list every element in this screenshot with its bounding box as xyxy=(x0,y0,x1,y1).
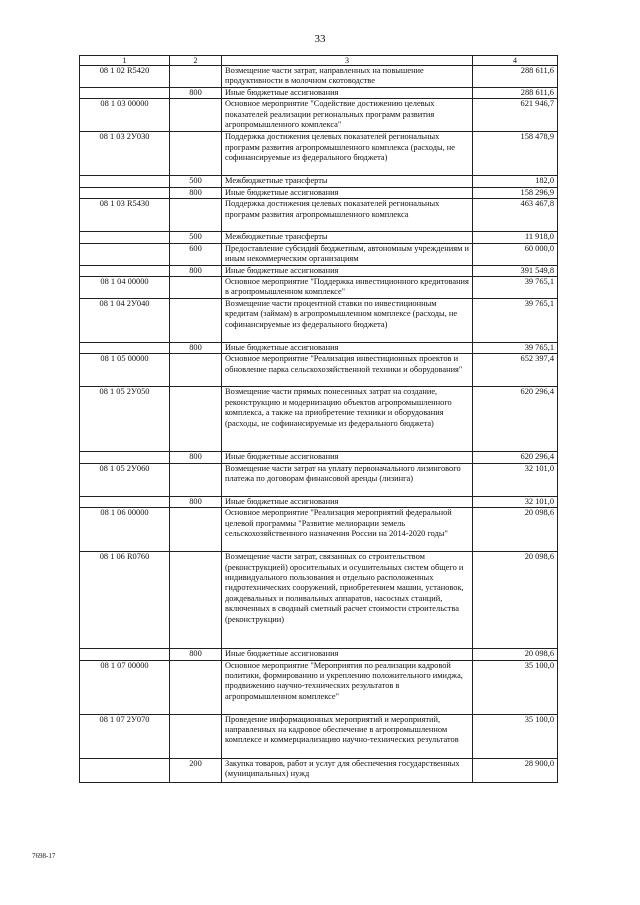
table-row xyxy=(80,496,558,507)
table-row xyxy=(80,99,558,132)
row-description: Межбюджетные трансферты xyxy=(222,176,473,187)
table-row xyxy=(80,343,558,354)
expense-type-code: 800 xyxy=(170,187,222,198)
row-description: Основное мероприятие "Содействие достижению целевых показателей реализации региональных программ развития агропромышленного комплекса" xyxy=(222,99,473,132)
row-description: Возмещение части затрат на уплату первоначального лизингового платежа по договорам финансовой аренды (лизинга) xyxy=(222,463,473,496)
budget-code: 08 1 05 2У050 xyxy=(80,387,170,452)
row-description: Основное мероприятие "Поддержка инвестиционного кредитования в агропромышленном комплексе" xyxy=(222,277,473,299)
row-description: Возмещение части затрат, связанных со строительством (реконструкцией) оросительных и осушительных систем общего и индивидуального пользования и отдельно расположенных гидротехнических сооружений, приобретением машин, установок, дождевальных и поливальных аппаратов, насосных станций, включенных в сводный сметный расчет стоимости строительства (реконструкции) xyxy=(222,552,473,649)
expense-type-code xyxy=(170,387,222,452)
table-row xyxy=(80,452,558,463)
table-row xyxy=(80,387,558,452)
expense-type-code: 200 xyxy=(170,758,222,782)
row-amount: 652 397,4 xyxy=(473,354,558,387)
table-row xyxy=(80,199,558,232)
table-row xyxy=(80,132,558,176)
row-amount: 20 098,6 xyxy=(473,508,558,552)
table-row xyxy=(80,552,558,649)
row-amount: 288 611,6 xyxy=(473,88,558,99)
budget-code: 08 1 05 00000 xyxy=(80,354,170,387)
row-amount: 39 765,1 xyxy=(473,343,558,354)
row-description: Закупка товаров, работ и услуг для обеспечения государственных (муниципальных) нужд xyxy=(222,758,473,782)
budget-code xyxy=(80,343,170,354)
budget-code: 08 1 03 2У030 xyxy=(80,132,170,176)
expense-type-code xyxy=(170,132,222,176)
table-row xyxy=(80,187,558,198)
table-row xyxy=(80,714,558,758)
budget-code: 08 1 03 R5430 xyxy=(80,199,170,232)
row-amount: 35 100,0 xyxy=(473,660,558,714)
table-row xyxy=(80,243,558,265)
expense-type-code xyxy=(170,199,222,232)
expense-type-code: 800 xyxy=(170,649,222,660)
expense-type-code: 500 xyxy=(170,176,222,187)
row-description: Проведение информационных мероприятий и мероприятий, направленных на кадровое обеспечение в агропромышленном комплексе и коммерциализацию научно-технических результатов xyxy=(222,714,473,758)
budget-code xyxy=(80,452,170,463)
budget-code: 08 1 04 00000 xyxy=(80,277,170,299)
expense-type-code xyxy=(170,99,222,132)
budget-code xyxy=(80,496,170,507)
expense-type-code xyxy=(170,660,222,714)
row-amount: 158 478,9 xyxy=(473,132,558,176)
table-row xyxy=(80,660,558,714)
row-amount: 182,0 xyxy=(473,176,558,187)
row-description: Основное мероприятие "Реализация инвестиционных проектов и обновление парка сельскохозяйственной техники и оборудования" xyxy=(222,354,473,387)
row-amount: 28 900,0 xyxy=(473,758,558,782)
table-row xyxy=(80,463,558,496)
budget-code: 08 1 06 00000 xyxy=(80,508,170,552)
expense-type-code xyxy=(170,354,222,387)
budget-code xyxy=(80,232,170,243)
expense-type-code xyxy=(170,552,222,649)
row-amount: 20 098,6 xyxy=(473,552,558,649)
row-description: Основное мероприятие "Мероприятия по реализации кадровой политики, формированию и укреплению положительного имиджа, продвижению научно-технических результатов в агропромышленном комплексе" xyxy=(222,660,473,714)
budget-code: 08 1 03 00000 xyxy=(80,99,170,132)
expense-type-code xyxy=(170,299,222,343)
column-header-4: 4 xyxy=(473,56,558,66)
row-amount: 621 946,7 xyxy=(473,99,558,132)
expense-type-code: 800 xyxy=(170,265,222,276)
page-number: 33 xyxy=(314,33,326,45)
row-amount: 32 101,0 xyxy=(473,463,558,496)
table-row xyxy=(80,66,558,88)
row-description: Иные бюджетные ассигнования xyxy=(222,649,473,660)
row-amount: 158 296,9 xyxy=(473,187,558,198)
row-description: Поддержка достижения целевых показателей региональных программ развития агропромышленного комплекса xyxy=(222,199,473,232)
expense-type-code: 800 xyxy=(170,452,222,463)
budget-code xyxy=(80,649,170,660)
row-description: Иные бюджетные ассигнования xyxy=(222,452,473,463)
table-row xyxy=(80,176,558,187)
budget-code xyxy=(80,243,170,265)
document-footer-code: 7698-17 xyxy=(32,852,56,860)
budget-code: 08 1 06 R0760 xyxy=(80,552,170,649)
row-description: Предоставление субсидий бюджетным, автономным учреждениям и иным некоммерческим организациям xyxy=(222,243,473,265)
table-row xyxy=(80,88,558,99)
table-row xyxy=(80,649,558,660)
row-amount: 39 765,1 xyxy=(473,299,558,343)
row-amount: 32 101,0 xyxy=(473,496,558,507)
expense-type-code: 800 xyxy=(170,343,222,354)
budget-table xyxy=(79,55,558,783)
row-amount: 288 611,6 xyxy=(473,66,558,88)
column-header-2: 2 xyxy=(170,56,222,66)
row-description: Возмещение части прямых понесенных затрат на создание, реконструкцию и модернизацию объектов агропромышленного комплекса, а также на приобретение техники и оборудования (расходы, не софинансируемые из федерального бюджета) xyxy=(222,387,473,452)
row-description: Иные бюджетные ассигнования xyxy=(222,496,473,507)
row-description: Поддержка достижения целевых показателей региональных программ развития агропромышленного комплекса (расходы, не софинансируемые из федерального бюджета) xyxy=(222,132,473,176)
row-description: Иные бюджетные ассигнования xyxy=(222,343,473,354)
row-amount: 60 000,0 xyxy=(473,243,558,265)
budget-code xyxy=(80,265,170,276)
budget-code: 08 1 07 00000 xyxy=(80,660,170,714)
row-amount: 391 549,8 xyxy=(473,265,558,276)
budget-code xyxy=(80,187,170,198)
table-row xyxy=(80,758,558,782)
table-row xyxy=(80,508,558,552)
table-row xyxy=(80,354,558,387)
budget-code xyxy=(80,176,170,187)
row-description: Возмещение части процентной ставки по инвестиционным кредитам (займам) в агропромышленном комплексе (расходы, не софинансируемые из федерального бюджета) xyxy=(222,299,473,343)
expense-type-code xyxy=(170,66,222,88)
row-description: Иные бюджетные ассигнования xyxy=(222,265,473,276)
table-row xyxy=(80,277,558,299)
table-header-row xyxy=(80,56,558,66)
row-description: Возмещение части затрат, направленных на повышение продуктивности в молочном скотоводстве xyxy=(222,66,473,88)
expense-type-code xyxy=(170,508,222,552)
budget-code: 08 1 04 2У040 xyxy=(80,299,170,343)
row-description: Межбюджетные трансферты xyxy=(222,232,473,243)
row-amount: 463 467,8 xyxy=(473,199,558,232)
table-row xyxy=(80,299,558,343)
table-row xyxy=(80,232,558,243)
row-amount: 39 765,1 xyxy=(473,277,558,299)
budget-code: 08 1 02 R5420 xyxy=(80,66,170,88)
table-row xyxy=(80,265,558,276)
budget-code: 08 1 07 2У070 xyxy=(80,714,170,758)
expense-type-code: 800 xyxy=(170,88,222,99)
expense-type-code: 600 xyxy=(170,243,222,265)
row-amount: 11 918,0 xyxy=(473,232,558,243)
expense-type-code xyxy=(170,277,222,299)
expense-type-code: 500 xyxy=(170,232,222,243)
row-amount: 620 296,4 xyxy=(473,452,558,463)
expense-type-code xyxy=(170,714,222,758)
expense-type-code: 800 xyxy=(170,496,222,507)
row-description: Основное мероприятие "Реализация мероприятий федеральной целевой программы "Развитие мелиорации земель сельскохозяйственного назначения России на 2014-2020 годы" xyxy=(222,508,473,552)
row-description: Иные бюджетные ассигнования xyxy=(222,187,473,198)
budget-code: 08 1 05 2У060 xyxy=(80,463,170,496)
column-header-3: 3 xyxy=(222,56,473,66)
row-amount: 620 296,4 xyxy=(473,387,558,452)
expense-type-code xyxy=(170,463,222,496)
row-description: Иные бюджетные ассигнования xyxy=(222,88,473,99)
row-amount: 35 100,0 xyxy=(473,714,558,758)
row-amount: 20 098,6 xyxy=(473,649,558,660)
budget-code xyxy=(80,758,170,782)
column-header-1: 1 xyxy=(80,56,170,66)
budget-code xyxy=(80,88,170,99)
